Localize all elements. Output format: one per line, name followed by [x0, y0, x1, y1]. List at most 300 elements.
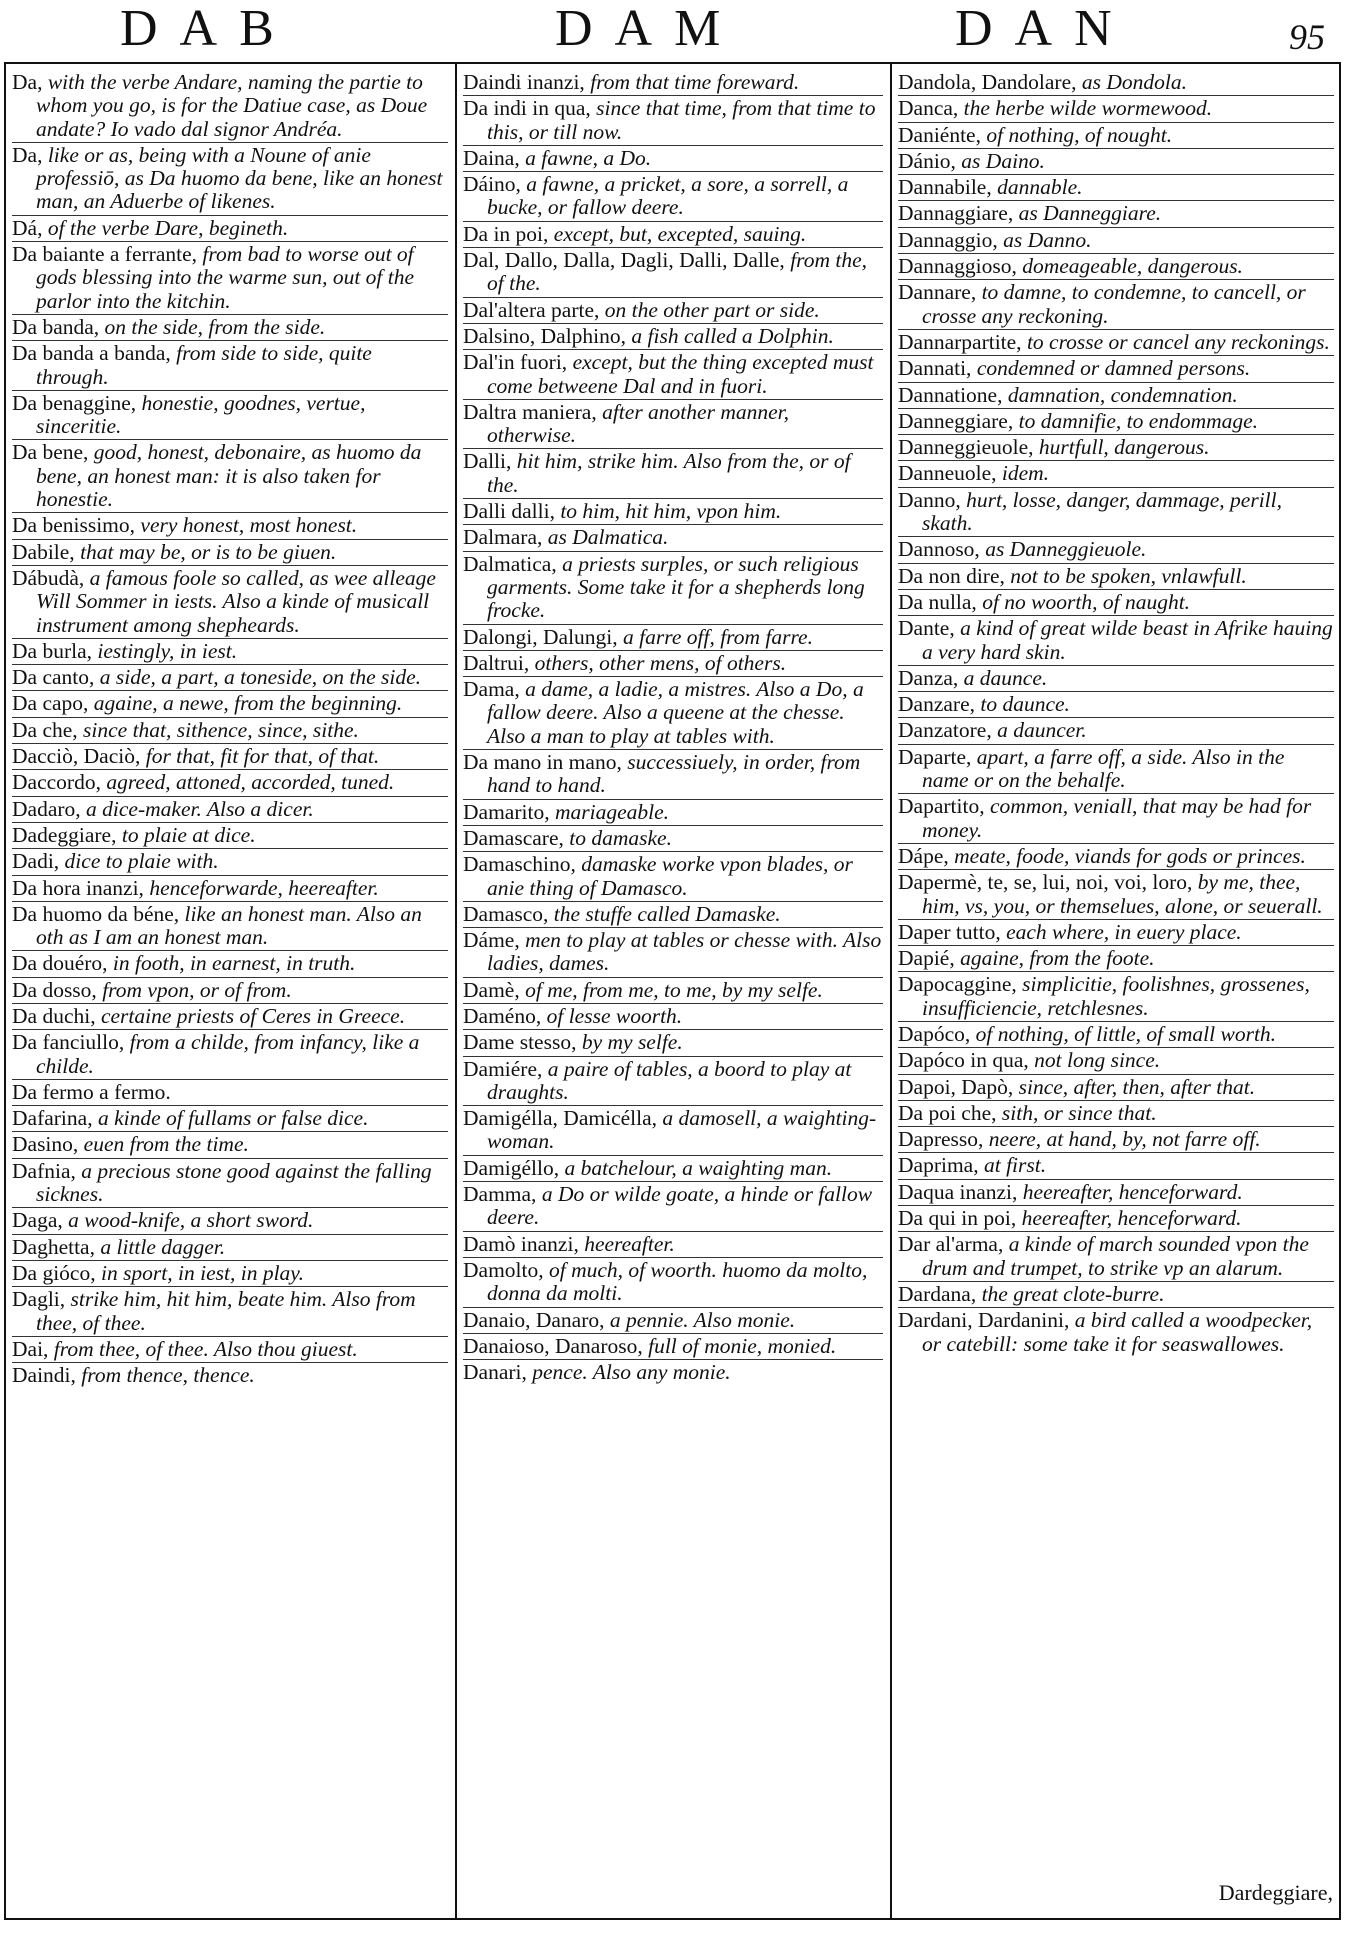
- entry-definition: pence. Also any monie.: [526, 1360, 731, 1385]
- entry-definition: of no woorth, of naught.: [976, 589, 1191, 614]
- dictionary-entry: [463, 1105, 883, 1155]
- dictionary-entry: [463, 297, 883, 323]
- dictionary-entry: [898, 174, 1334, 200]
- entry-headword: Da non dire,: [898, 563, 1005, 588]
- dictionary-entry: [463, 551, 883, 624]
- entry-definition: a pennie. Also monie.: [604, 1307, 796, 1332]
- entry-headword: Da che,: [12, 717, 78, 742]
- dictionary-entry: [12, 1079, 448, 1105]
- dictionary-entry: [898, 122, 1334, 148]
- entry-headword: Danzatore,: [898, 718, 992, 743]
- dictionary-entry: [463, 676, 883, 749]
- entry-definition: heereafter, henceforward.: [1017, 1179, 1243, 1204]
- entry-definition: heereafter, henceforward.: [1016, 1206, 1242, 1231]
- entry-headword: Dai,: [12, 1336, 49, 1361]
- entry-definition: a kinde of fullams or false dice.: [92, 1106, 369, 1131]
- entry-headword: Daniénte,: [898, 122, 981, 147]
- entry-definition: a dame, a ladie, a mistres. Also a Do, a fallow deere. Also a queene at the chesse. Also a man to play at tables with.: [487, 677, 864, 748]
- entry-definition: men to play at tables or chesse with. Also ladies, dames.: [487, 928, 882, 976]
- entry-definition: hurtfull, dangerous.: [1033, 435, 1210, 460]
- entry-headword: Daindi inanzi,: [463, 70, 585, 94]
- entry-headword: Dalli,: [463, 449, 512, 474]
- entry-definition: a side, a part, a toneside, on the side.: [94, 665, 422, 690]
- dictionary-entry: [898, 945, 1334, 971]
- entry-definition: that may be, or is to be giuen.: [74, 539, 337, 564]
- dictionary-entry: [463, 749, 883, 799]
- entry-definition: from the, of the.: [487, 248, 868, 296]
- dictionary-entry: [463, 1359, 883, 1385]
- entry-definition: not to be spoken, vnlawfull.: [1004, 563, 1247, 588]
- entry-definition: to plaie at dice.: [116, 822, 256, 847]
- left-frame-rule: [4, 62, 6, 1918]
- entry-headword: Danzare,: [898, 692, 975, 717]
- column-separator-1: [455, 62, 457, 1918]
- entry-definition: good, honest, debonaire, as huomo da bene, an honest man: it is also taken for honestie.: [36, 440, 422, 512]
- dictionary-entry: [898, 487, 1334, 537]
- dictionary-entry: [463, 977, 883, 1003]
- dictionary-entry: [463, 1257, 883, 1307]
- entry-headword: Da banda a banda,: [12, 341, 171, 366]
- entry-definition: a kind of great wilde beast in Afrike hauing a very hard skin.: [922, 616, 1333, 664]
- entry-definition: the stuffe called Damaske.: [548, 901, 781, 926]
- entry-definition: each where, in euery place.: [1000, 919, 1242, 944]
- column-1: [12, 70, 448, 1388]
- entry-definition: a wood-knife, a short sword.: [62, 1208, 314, 1233]
- dictionary-entry: [898, 919, 1334, 945]
- dictionary-entry: [898, 843, 1334, 869]
- entry-headword: Da fanciullo,: [12, 1030, 125, 1055]
- dictionary-entry: [898, 1231, 1334, 1281]
- entry-definition: a dice-maker. Also a dicer.: [80, 796, 314, 821]
- entry-definition: since that time, from that time to this, or till now.: [487, 96, 876, 144]
- dictionary-entry: [898, 1021, 1334, 1047]
- entry-headword: Daga,: [12, 1208, 63, 1233]
- entry-headword: Danari,: [463, 1360, 527, 1385]
- entry-headword: Daghetta,: [12, 1234, 95, 1259]
- dictionary-entry: [463, 221, 883, 247]
- entry-definition: dannable.: [991, 175, 1083, 200]
- entry-headword: Dápe,: [898, 843, 949, 868]
- entry-headword: Damò inanzi,: [463, 1231, 579, 1256]
- entry-headword: Dardana,: [898, 1281, 977, 1306]
- entry-headword: Danneggieuole,: [898, 435, 1034, 460]
- entry-definition: except, but, excepted, sauing.: [548, 221, 807, 246]
- entry-definition: heereafter.: [578, 1231, 675, 1256]
- entry-headword: Damasco,: [463, 901, 549, 926]
- dictionary-entry: [12, 1158, 448, 1208]
- entry-definition: of lesse woorth.: [541, 1003, 683, 1028]
- entry-definition: after another manner, otherwise.: [487, 399, 789, 448]
- dictionary-entry: [12, 1362, 448, 1388]
- entry-definition: since, after, then, after that.: [1013, 1074, 1256, 1099]
- entry-headword: Da mano in mano,: [463, 750, 622, 775]
- entry-definition: to daunce.: [974, 692, 1070, 717]
- entry-definition: since that, sithence, since, sithe.: [77, 717, 359, 742]
- dictionary-entry: [463, 70, 883, 95]
- entry-headword: Dasino,: [12, 1132, 79, 1157]
- entry-definition: condemned or damned persons.: [971, 356, 1251, 381]
- entry-definition: in footh, in earnest, in truth.: [107, 951, 356, 976]
- entry-headword: Dapié,: [898, 946, 955, 971]
- dictionary-entry: [463, 1181, 883, 1231]
- entry-definition: a fawne, a Do.: [519, 145, 652, 170]
- entry-headword: Dalmara,: [463, 525, 543, 550]
- dictionary-entry: [898, 95, 1334, 121]
- dictionary-entry: [12, 439, 448, 512]
- entry-definition: on the side, from the side.: [99, 314, 326, 339]
- entry-definition: apart, a farre off, a side. Also in the name or on the behalfe.: [922, 744, 1285, 793]
- entry-definition: againe, from the foote.: [954, 946, 1155, 971]
- dictionary-entry: [898, 200, 1334, 226]
- entry-headword: Dapocaggine,: [898, 972, 1017, 997]
- entry-definition: a little dagger.: [94, 1234, 226, 1259]
- entry-headword: Dabile,: [12, 539, 75, 564]
- dictionary-entry: [463, 95, 883, 145]
- dictionary-entry: [12, 743, 448, 769]
- dictionary-entry: [898, 227, 1334, 253]
- entry-definition: at first.: [978, 1153, 1047, 1178]
- entry-definition: sith, or since that.: [996, 1100, 1157, 1125]
- entry-definition: hurt, losse, danger, dammage, perill, skath.: [922, 487, 1282, 536]
- column-2: [463, 70, 883, 1385]
- dictionary-entry: [898, 253, 1334, 279]
- entry-headword: Damigéllo,: [463, 1155, 560, 1180]
- dictionary-entry: [898, 279, 1334, 329]
- entry-definition: the great clote-burre.: [976, 1281, 1165, 1306]
- entry-headword: Dáino,: [463, 172, 521, 197]
- dictionary-entry: [898, 563, 1334, 589]
- dictionary-entry: [12, 977, 448, 1003]
- entry-definition: a damosell, a waighting-woman.: [487, 1106, 877, 1154]
- dictionary-entry: [898, 148, 1334, 174]
- dictionary-entry: [12, 1003, 448, 1029]
- entry-definition: to him, hit him, vpon him.: [554, 499, 782, 524]
- entry-definition: certaine priests of Ceres in Greece.: [95, 1003, 406, 1028]
- entry-headword: Danno,: [898, 487, 961, 512]
- dictionary-entry: [12, 1207, 448, 1233]
- entry-headword: Daina,: [463, 145, 520, 170]
- dictionary-entry: [898, 869, 1334, 919]
- entry-definition: a kinde of march sounded vpon the drum and trumpet, to strike vp an alarum.: [922, 1232, 1309, 1280]
- entry-headword: Da baiante a ferrante,: [12, 242, 198, 267]
- dictionary-entry: [463, 171, 883, 221]
- entry-headword: Daindi,: [12, 1363, 76, 1388]
- entry-definition: a farre off, from farre.: [617, 624, 813, 649]
- entry-headword: Dadi,: [12, 849, 60, 874]
- entry-headword: Dame stesso,: [463, 1030, 577, 1055]
- dictionary-entry: [12, 638, 448, 664]
- dictionary-entry: [463, 399, 883, 449]
- entry-definition: idem.: [996, 461, 1050, 486]
- right-frame-rule: [1339, 62, 1341, 1918]
- entry-definition: from a childe, from infancy, like a childe.: [36, 1030, 420, 1078]
- entry-definition: mariageable.: [549, 799, 670, 824]
- dictionary-entry: [898, 744, 1334, 794]
- dictionary-entry: [463, 1307, 883, 1333]
- entry-headword: Dapóco in qua,: [898, 1048, 1029, 1073]
- dictionary-entry: [12, 1029, 448, 1079]
- header-right-guide: DAN: [955, 0, 1134, 57]
- entry-headword: Daparte,: [898, 744, 972, 769]
- entry-headword: Danneuole,: [898, 461, 997, 486]
- entry-headword: Damolto,: [463, 1257, 544, 1282]
- dictionary-entry: [463, 1155, 883, 1181]
- entry-definition: to damnifie, to endommage.: [1013, 408, 1259, 433]
- dictionary-entry: [898, 536, 1334, 562]
- entry-headword: Daccordo,: [12, 770, 101, 795]
- entry-headword: Dardani, Dardanini,: [898, 1308, 1070, 1333]
- entry-definition: as Dalmatica.: [542, 525, 669, 550]
- entry-headword: Daper tutto,: [898, 919, 1001, 944]
- dictionary-entry: [463, 145, 883, 171]
- entry-headword: Dadaro,: [12, 796, 81, 821]
- entry-definition: againe, a newe, from the beginning.: [88, 691, 403, 716]
- entry-headword: Da burla,: [12, 638, 92, 663]
- entry-headword: Daprima,: [898, 1153, 979, 1178]
- entry-headword: Dapermè, te, se, lui, noi, voi, loro,: [898, 870, 1193, 895]
- dictionary-entry: [463, 448, 883, 498]
- entry-definition: from vpon, or of from.: [96, 977, 292, 1002]
- dictionary-entry: [898, 434, 1334, 460]
- entry-definition: by my selfe.: [576, 1030, 683, 1055]
- dictionary-entry: [463, 851, 883, 901]
- entry-headword: Danca,: [898, 96, 959, 121]
- entry-definition: a daunce.: [958, 665, 1048, 690]
- dictionary-entry: [12, 70, 448, 142]
- dictionary-entry: [12, 340, 448, 390]
- dictionary-entry: [463, 825, 883, 851]
- entry-definition: to damaske.: [563, 825, 672, 850]
- entry-definition: a fish called a Dolphin.: [626, 323, 834, 348]
- entry-headword: Danneggiare,: [898, 408, 1014, 433]
- entry-headword: Dal, Dallo, Dalla, Dagli, Dalli, Dalle,: [463, 248, 785, 273]
- entry-headword: Dannaggio,: [898, 227, 998, 252]
- entry-definition: of me, from me, to me, by my selfe.: [519, 977, 823, 1002]
- entry-headword: Dama,: [463, 677, 520, 702]
- dictionary-entry: [898, 1126, 1334, 1152]
- entry-headword: Dapresso,: [898, 1127, 984, 1152]
- entry-definition: simplicitie, foolishnes, grossenes, insufficiencie, retchlesnes.: [922, 972, 1310, 1020]
- header-left-guide: DAB: [120, 0, 296, 57]
- dictionary-entry: [898, 460, 1334, 486]
- entry-headword: Dannarpartite,: [898, 329, 1022, 354]
- entry-definition: for that, fit for that, of that.: [140, 744, 380, 769]
- dictionary-entry: [12, 822, 448, 848]
- entry-headword: Daqua inanzi,: [898, 1179, 1018, 1204]
- entry-headword: Dante,: [898, 616, 955, 641]
- entry-headword: Dapoi, Dapò,: [898, 1074, 1014, 1099]
- entry-headword: Da in poi,: [463, 221, 549, 246]
- header-middle-guide: DAM: [555, 0, 743, 57]
- catchword: Dardeggiare,: [1218, 1880, 1333, 1905]
- column-separator-2: [890, 62, 892, 1918]
- entry-headword: Dalmatica,: [463, 551, 557, 576]
- dictionary-entry: [898, 408, 1334, 434]
- dictionary-entry: [463, 901, 883, 927]
- entry-definition: from that time foreward.: [584, 70, 800, 94]
- entry-definition: as Danno.: [997, 227, 1092, 252]
- dictionary-entry: [12, 512, 448, 538]
- dictionary-entry: [12, 717, 448, 743]
- entry-headword: Dalongi, Dalungi,: [463, 624, 618, 649]
- entry-headword: Dafnia,: [12, 1158, 76, 1183]
- dictionary-entry: [463, 1029, 883, 1055]
- top-rule: [4, 62, 1341, 64]
- page-number: 95: [1289, 17, 1325, 57]
- entry-definition: to crosse or cancel any reckonings.: [1021, 329, 1330, 354]
- entry-headword: Da,: [12, 70, 43, 94]
- dictionary-entry: [12, 901, 448, 951]
- dictionary-entry: [898, 717, 1334, 743]
- dictionary-entry: [898, 1179, 1334, 1205]
- entry-headword: Da duchi,: [12, 1003, 96, 1028]
- entry-headword: Da benaggine,: [12, 390, 137, 415]
- entry-headword: Dafarina,: [12, 1106, 93, 1131]
- entry-headword: Da hora inanzi,: [12, 875, 144, 900]
- dictionary-entry: [12, 796, 448, 822]
- dictionary-entry: [898, 1152, 1334, 1178]
- entry-definition: as Danneggiare.: [1013, 201, 1162, 226]
- entry-definition: as Danneggieuole.: [979, 537, 1147, 562]
- entry-headword: Dannoso,: [898, 537, 980, 562]
- dictionary-entry: [463, 323, 883, 349]
- entry-headword: Dannatione,: [898, 382, 1003, 407]
- dictionary-entry: [898, 1307, 1334, 1357]
- dictionary-entry: [898, 1100, 1334, 1126]
- entry-headword: Da indi in qua,: [463, 96, 591, 121]
- entry-definition: a priests surples, or such religious garments. Some take it for a shepherds long frocke.: [487, 551, 865, 623]
- dictionary-entry: [12, 950, 448, 976]
- dictionary-entry: [12, 241, 448, 314]
- entry-headword: Dal'in fuori,: [463, 350, 568, 375]
- dictionary-entry: [12, 690, 448, 716]
- entry-definition: common, veniall, that may be had for money.: [922, 794, 1312, 842]
- entry-definition: of nothing, of nought.: [980, 122, 1173, 147]
- entry-headword: Daltra maniera,: [463, 399, 597, 424]
- dictionary-entry: [463, 498, 883, 524]
- entry-headword: Dacciò, Daciò,: [12, 744, 141, 769]
- dictionary-entry: [898, 1047, 1334, 1073]
- entry-headword: Da benissimo,: [12, 513, 136, 538]
- entry-headword: Daméno,: [463, 1003, 542, 1028]
- entry-headword: Da capo,: [12, 691, 89, 716]
- entry-headword: Dal'altera parte,: [463, 297, 600, 322]
- entry-definition: in sport, in iest, in play.: [95, 1260, 305, 1285]
- dictionary-entry: [12, 1336, 448, 1362]
- entry-headword: Dar al'arma,: [898, 1232, 1004, 1257]
- dictionary-entry: [898, 691, 1334, 717]
- dictionary-entry: [463, 799, 883, 825]
- dictionary-entry: [898, 1281, 1334, 1307]
- entry-definition: damaske worke vpon blades, or anie thing of Damasco.: [487, 852, 853, 900]
- entry-definition: a precious stone good against the falling sicknes.: [36, 1158, 432, 1207]
- dictionary-entry: [898, 70, 1334, 95]
- entry-definition: agreed, attoned, accorded, tuned.: [100, 770, 395, 795]
- entry-headword: Dagli,: [12, 1287, 66, 1312]
- entry-definition: from thee, of thee. Also thou giuest.: [48, 1336, 358, 1361]
- entry-headword: Damè,: [463, 977, 520, 1002]
- entry-definition: a famous foole so called, as wee alleage Will Sommer in iests. Also a kinde of musicall instrument among shepheards.: [36, 565, 436, 637]
- entry-definition: of the verbe Dare, begineth.: [42, 215, 289, 240]
- entry-headword: Da nulla,: [898, 589, 977, 614]
- entry-definition: euen from the time.: [78, 1132, 249, 1157]
- entry-definition: from side to side, quite through.: [36, 341, 372, 389]
- entry-definition: as Daino.: [955, 148, 1045, 173]
- entry-definition: by me, thee, him, vs, you, or themselues, alone, or seuerall.: [922, 870, 1323, 918]
- entry-definition: from bad to worse out of gods blessing into the warme sun, out of the parlor into the kitchin.: [36, 242, 415, 313]
- entry-headword: Daltrui,: [463, 650, 530, 675]
- dictionary-entry: [12, 215, 448, 241]
- entry-headword: Dá,: [12, 215, 43, 240]
- dictionary-entry: [12, 1131, 448, 1157]
- dictionary-entry: [12, 1105, 448, 1131]
- entry-headword: Da gióco,: [12, 1260, 96, 1285]
- dictionary-entry: [463, 1056, 883, 1106]
- entry-definition: strike him, hit him, beate him. Also from thee, of thee.: [36, 1287, 416, 1335]
- dictionary-entry: [12, 875, 448, 901]
- entry-definition: like or as, being with a Noune of anie professiō, as Da huomo da bene, like an honest man, an Aduerbe of likenes.: [36, 142, 443, 214]
- dictionary-entry: [463, 1333, 883, 1359]
- entry-headword: Da douéro,: [12, 951, 108, 976]
- entry-headword: Damigélla, Damicélla,: [463, 1106, 658, 1131]
- dictionary-entry: [898, 1074, 1334, 1100]
- entry-definition: with the verbe Andare, naming the partie to whom you go, is for the Datiue case, as Doue andate? Io vado dal signor Andréa.: [36, 70, 428, 141]
- dictionary-entry: [12, 848, 448, 874]
- dictionary-entry: [12, 314, 448, 340]
- entry-definition: a batchelour, a waighting man.: [559, 1155, 833, 1180]
- entry-headword: Dalsino, Dalphino,: [463, 323, 627, 348]
- entry-definition: from thence, thence.: [75, 1363, 255, 1388]
- running-header: [0, 0, 1345, 58]
- entry-headword: Dadeggiare,: [12, 822, 117, 847]
- dictionary-entry: [463, 624, 883, 650]
- entry-headword: Da fermo a fermo.: [12, 1079, 171, 1104]
- entry-definition: like an honest man. Also an oth as I am an honest man.: [36, 901, 422, 950]
- entry-headword: Dalli dalli,: [463, 499, 555, 524]
- entry-definition: hit him, strike him. Also from the, or of the.: [487, 449, 851, 497]
- dictionary-entry: [463, 927, 883, 977]
- entry-definition: a fawne, a pricket, a sore, a sorrell, a bucke, or fallow deere.: [487, 172, 849, 220]
- entry-headword: Damascare,: [463, 825, 564, 850]
- entry-headword: Da bene,: [12, 440, 89, 465]
- dictionary-entry: [12, 1286, 448, 1336]
- entry-definition: not long since.: [1028, 1048, 1161, 1073]
- entry-headword: Danaio, Danaro,: [463, 1307, 605, 1332]
- entry-headword: Damma,: [463, 1182, 537, 1207]
- entry-headword: Damaschino,: [463, 852, 576, 877]
- dictionary-entry: [12, 1234, 448, 1260]
- entry-headword: Dánio,: [898, 148, 956, 173]
- dictionary-entry: [898, 971, 1334, 1021]
- entry-definition: others, other mens, of others.: [529, 650, 787, 675]
- column-3: [898, 70, 1334, 1357]
- entry-definition: except, but the thing excepted must come betweene Dal and in fuori.: [487, 350, 874, 398]
- dictionary-entry: [463, 1003, 883, 1029]
- entry-definition: meate, foode, viands for gods or princes.: [948, 843, 1306, 868]
- entry-headword: Dandola, Dandolare,: [898, 70, 1077, 94]
- entry-definition: henceforwarde, heereafter.: [143, 875, 379, 900]
- entry-definition: a Do or wilde goate, a hinde or fallow deere.: [487, 1182, 873, 1230]
- entry-headword: Da huomo da béne,: [12, 901, 180, 926]
- entry-definition: as Dondola.: [1076, 70, 1187, 94]
- dictionary-entry: [898, 1205, 1334, 1231]
- entry-headword: Da,: [12, 142, 43, 167]
- dictionary-entry: [898, 329, 1334, 355]
- entry-headword: Damarito,: [463, 799, 550, 824]
- entry-headword: Dapóco,: [898, 1021, 971, 1046]
- entry-headword: Dapartito,: [898, 794, 985, 819]
- entry-definition: dice to plaie with.: [59, 849, 219, 874]
